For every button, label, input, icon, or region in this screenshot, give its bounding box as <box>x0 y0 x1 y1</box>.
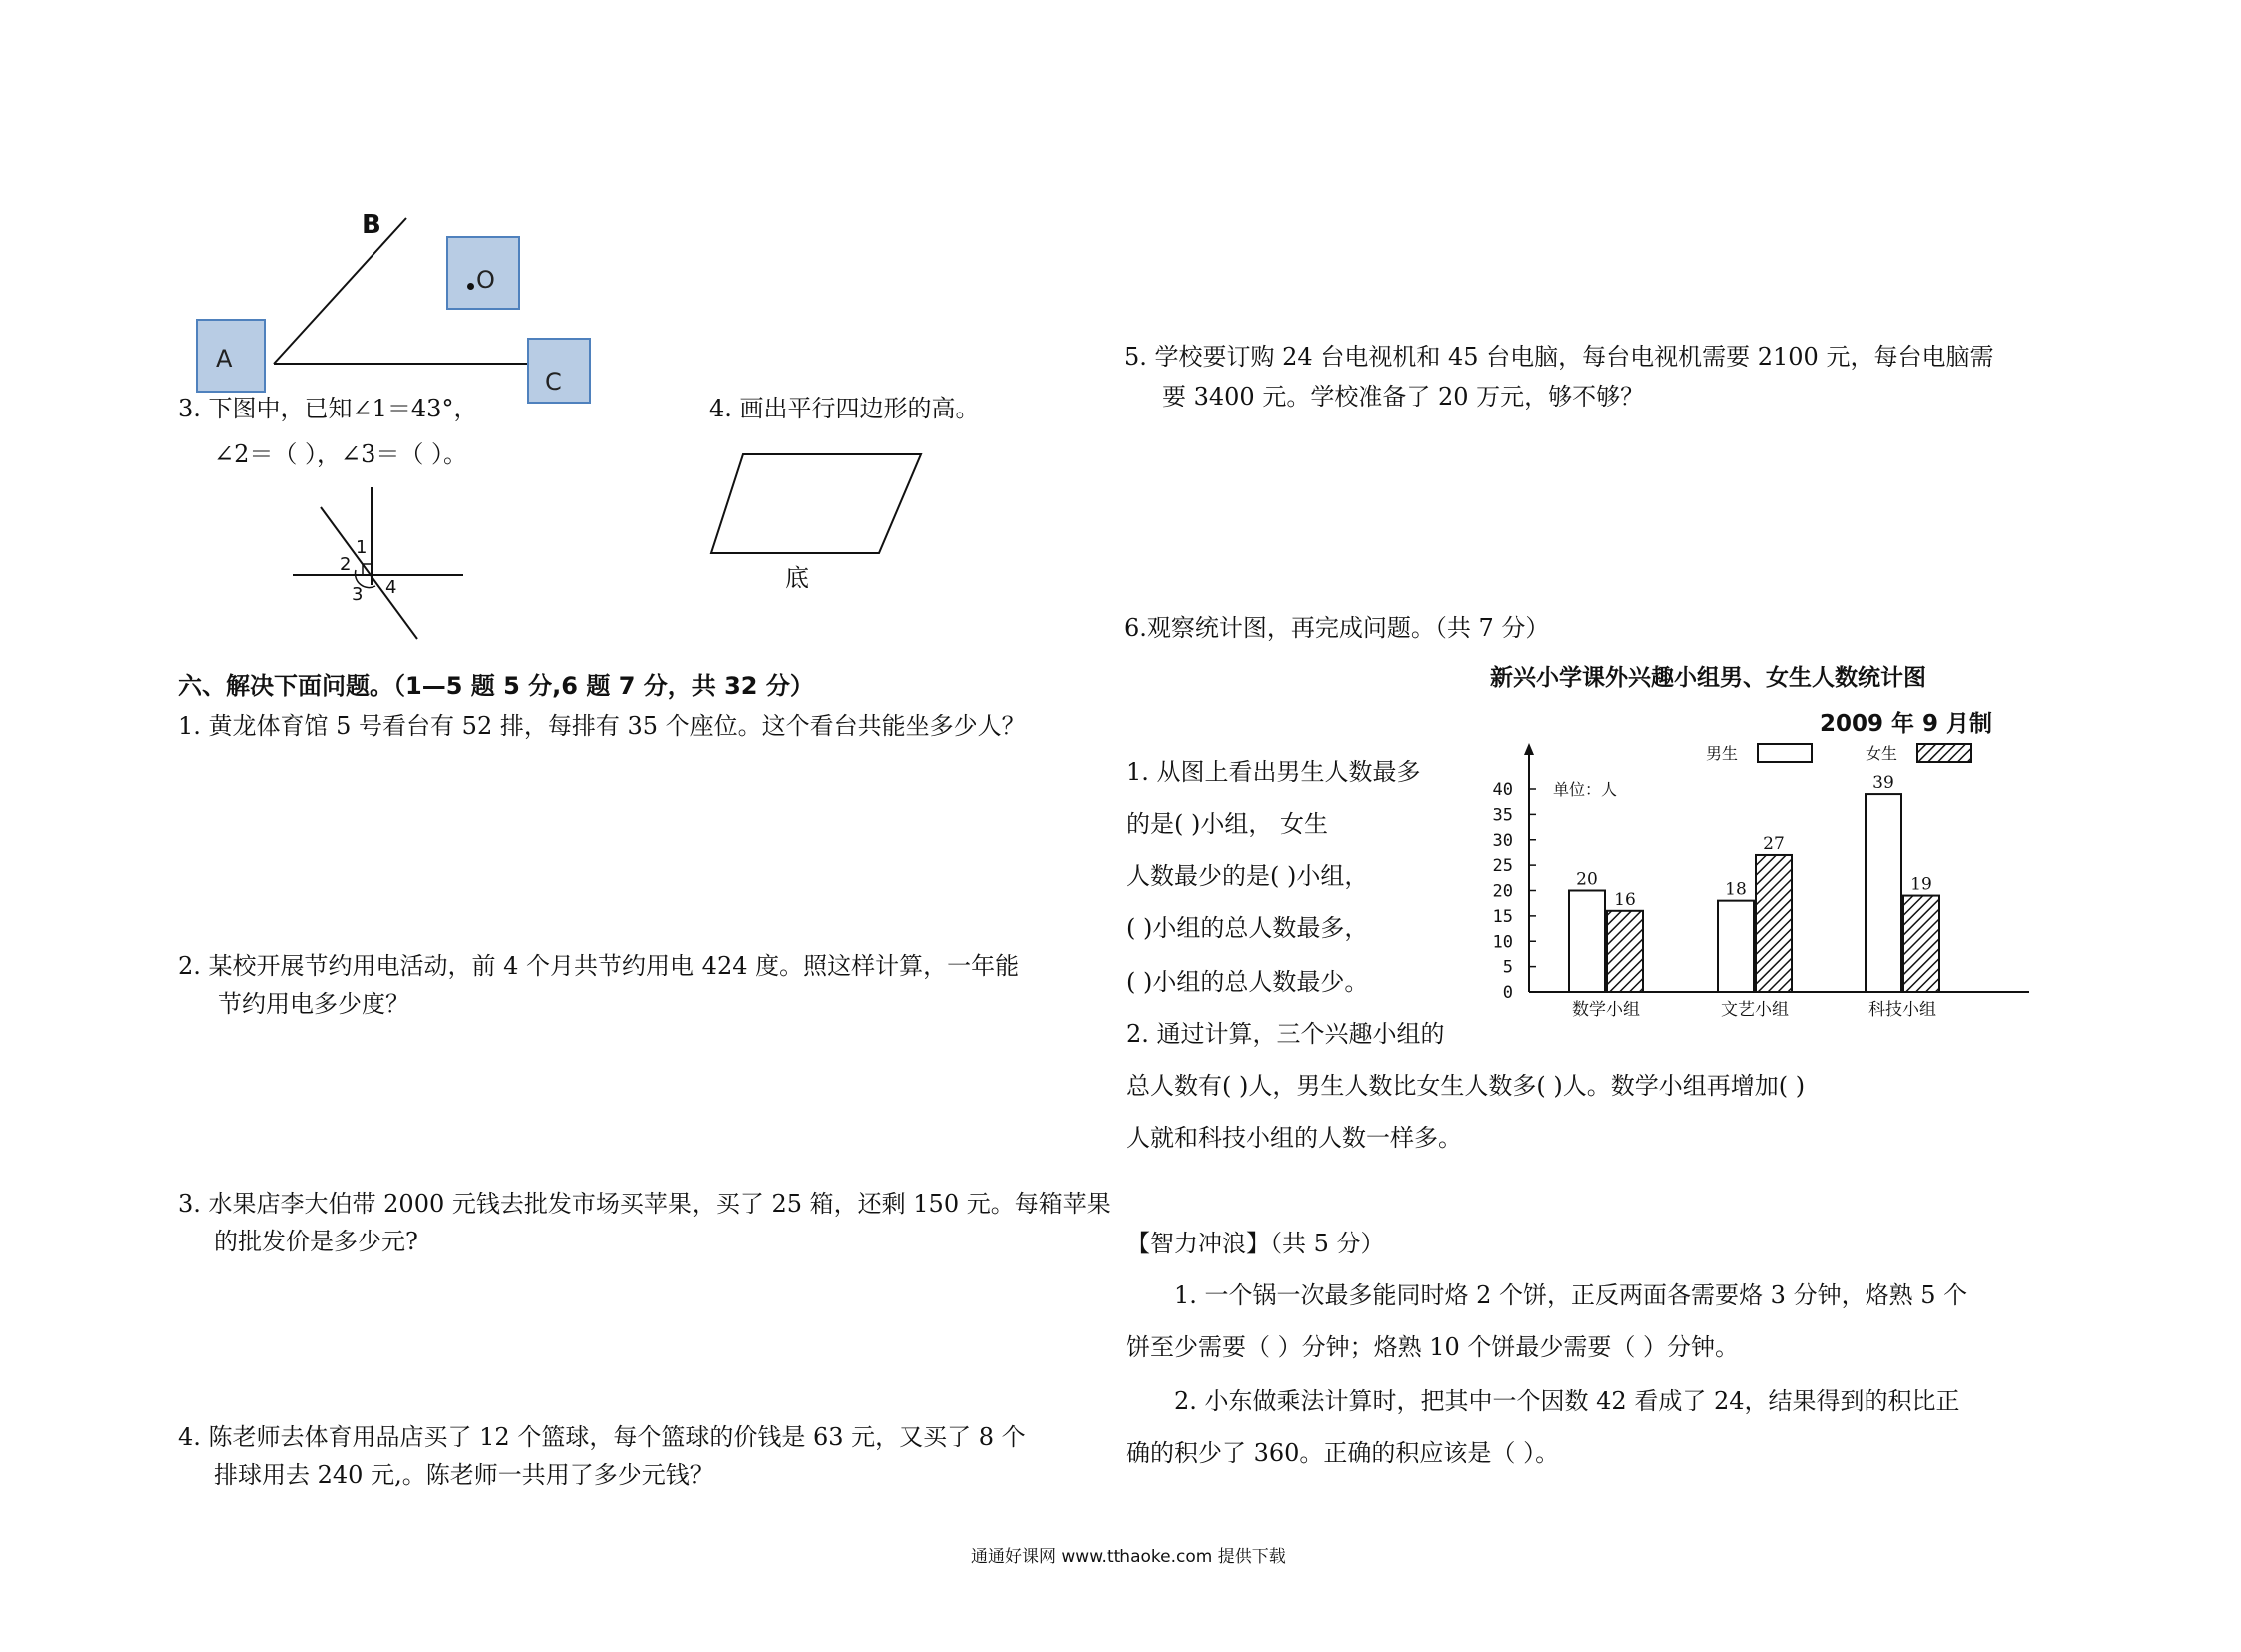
legend-swatch-girls <box>1917 744 1971 762</box>
y-tick-label: 20 <box>1492 881 1513 902</box>
legend-swatch-boys <box>1758 744 1812 762</box>
legend-label: 男生 <box>1706 744 1739 763</box>
bonus-2-line2: 确的积少了 360。正确的积应该是（ ）。 <box>1126 1439 1560 1467</box>
bonus-title: 【智力冲浪】（共 5 分） <box>1126 1230 1385 1257</box>
parallelogram-base-label: 底 <box>785 564 809 592</box>
bonus-1-line2: 饼至少需要（ ）分钟；烙熟 10 个饼最少需要（ ）分钟。 <box>1126 1333 1740 1361</box>
chart-q2-line2: 总人数有( )人，男生人数比女生人数多( )人。数学小组再增加( ) <box>1126 1072 1806 1100</box>
problem-5-line1: 5. 学校要订购 24 台电视机和 45 台电脑，每台电视机需要 2100 元，每台电脑需 <box>1124 343 1994 371</box>
bar-girls <box>1607 911 1643 992</box>
chart-q1-line2: 的是( )小组， 女生 <box>1126 810 1328 838</box>
y-tick-label: 35 <box>1492 805 1513 826</box>
box-o-label: O <box>476 266 495 294</box>
bonus-1-line1: 1. 一个锅一次最多能同时烙 2 个饼，正反两面各需要烙 3 分钟，烙熟 5 个 <box>1174 1281 1968 1309</box>
category-label: 文艺小组 <box>1721 1000 1789 1020</box>
problem-3-line2: 的批发价是多少元? <box>214 1228 418 1255</box>
category-label: 科技小组 <box>1868 1000 1936 1020</box>
angle-label-1: 1 <box>356 537 368 558</box>
chart-q2-line1: 2. 通过计算，三个兴趣小组的 <box>1126 1020 1445 1048</box>
y-tick-label: 10 <box>1492 932 1513 953</box>
bar-boys <box>1718 901 1754 992</box>
problem-3-line1: 3. 水果店李大伯带 2000 元钱去批发市场买苹果，买了 25 箱，还剩 150 元。每箱苹果 <box>178 1190 1111 1218</box>
problem-4-line2: 排球用去 240 元,。陈老师一共用了多少元钱？ <box>214 1461 714 1489</box>
chart-subtitle: 2009 年 9 月制 <box>1820 711 1993 737</box>
angle-label-2: 2 <box>340 554 352 575</box>
chart-q1-line1: 1. 从图上看出男生人数最多 <box>1126 758 1421 786</box>
legend-label: 女生 <box>1866 744 1898 763</box>
bar-value-label: 27 <box>1763 833 1785 854</box>
problem-4-line1: 4. 陈老师去体育用品店买了 12 个篮球，每个篮球的价钱是 63 元，又买了 8 个 <box>178 1423 1026 1451</box>
bar-value-label: 18 <box>1725 879 1747 900</box>
footer-credit: 通通好课网 www.tthaoke.com 提供下载 <box>971 1547 1286 1567</box>
y-axis-arrow <box>1524 743 1534 755</box>
problem-6-title: 6.观察统计图，再完成问题。（共 7 分） <box>1124 614 1550 642</box>
y-tick-label: 40 <box>1492 780 1513 800</box>
chart-q2-line3: 人就和科技小组的人数一样多。 <box>1126 1124 1462 1152</box>
box-a-label: A <box>216 345 233 373</box>
angle-label-4: 4 <box>385 577 397 598</box>
y-tick-label: 25 <box>1492 856 1513 877</box>
problem-5-line2: 要 3400 元。学校准备了 20 万元，够不够？ <box>1162 383 1645 411</box>
bar-value-label: 19 <box>1910 874 1932 895</box>
y-tick-label: 5 <box>1502 957 1513 978</box>
chart-q1-line5: ( )小组的总人数最少。 <box>1126 968 1369 996</box>
y-tick-label: 0 <box>1502 983 1513 1003</box>
category-label: 数学小组 <box>1572 1000 1640 1020</box>
chart-q1-line3: 人数最少的是( )小组， <box>1126 862 1369 890</box>
angle-label-3: 3 <box>352 584 364 605</box>
bar-boys <box>1569 891 1605 993</box>
label-b: B <box>362 210 381 240</box>
bar-girls <box>1756 855 1792 992</box>
q3-line2: ∠2＝（ ），∠3＝（ ）。 <box>214 440 468 468</box>
bar-girls <box>1903 896 1939 992</box>
bar-value-label: 16 <box>1614 889 1636 910</box>
q3-line1: 3. 下图中，已知∠1＝43°， <box>178 395 478 422</box>
problem-2-line2: 节约用电多少度？ <box>218 990 409 1018</box>
problem-2-line1: 2. 某校开展节约用电活动，前 4 个月共节约用电 424 度。照这样计算，一年能 <box>178 952 1020 980</box>
bar-boys <box>1866 794 1901 992</box>
chart-title: 新兴小学课外兴趣小组男、女生人数统计图 <box>1490 665 1926 691</box>
unit-label: 单位：人 <box>1553 780 1618 799</box>
bar-value-label: 39 <box>1872 773 1894 794</box>
box-c-label: C <box>545 368 562 396</box>
y-tick-label: 30 <box>1492 830 1513 851</box>
section-title: 六、解决下面问题。（1—5 题 5 分,6 题 7 分，共 32 分） <box>178 672 814 700</box>
bonus-2-line1: 2. 小东做乘法计算时，把其中一个因数 42 看成了 24，结果得到的积比正 <box>1174 1387 1960 1415</box>
problem-1: 1. 黄龙体育馆 5 号看台有 52 排，每排有 35 个座位。这个看台共能坐多少人？ <box>178 712 1026 740</box>
bar-value-label: 20 <box>1576 869 1598 890</box>
chart-q1-line4: ( )小组的总人数最多， <box>1126 914 1369 942</box>
q4-text: 4. 画出平行四边形的高。 <box>709 395 980 422</box>
y-tick-label: 15 <box>1492 906 1513 927</box>
